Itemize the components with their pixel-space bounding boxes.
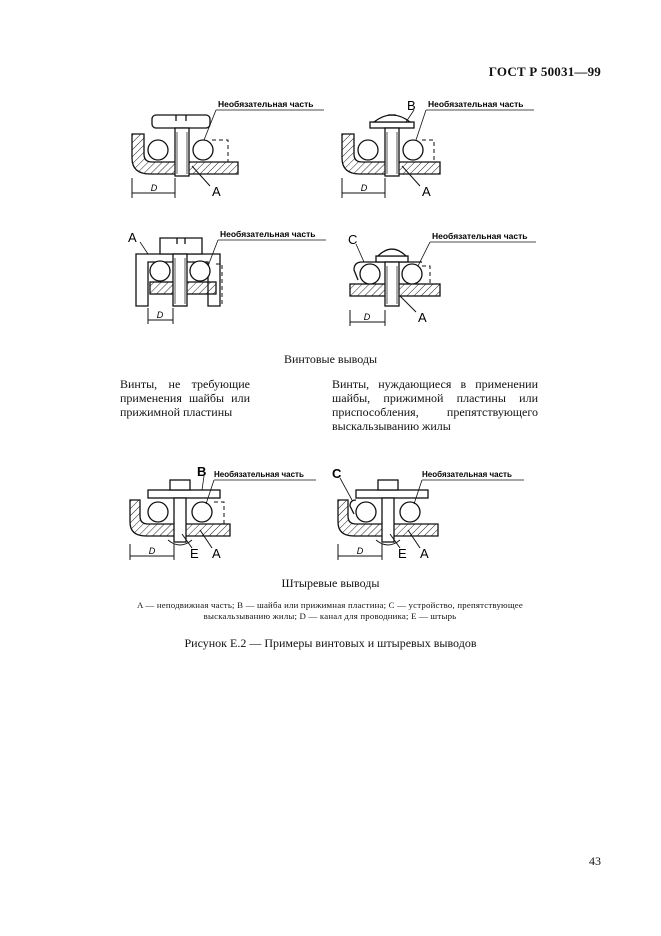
label-d: D xyxy=(363,312,371,322)
figure-legend: A — неподвижная часть; B — шайба или прижимная пластина; C — устройство, препятствующее выскальзыванию жилы; D — канал для проводника; E — штырь xyxy=(136,600,524,621)
label-c: C xyxy=(332,466,342,481)
label-d: D xyxy=(148,546,156,556)
figure-screw-washer xyxy=(330,98,540,206)
figure-pin-device xyxy=(326,464,536,564)
optional-part-label: Необязательная часть xyxy=(220,229,316,239)
figure-caption: Рисунок Е.2 — Примеры винтовых и штыревых выводов xyxy=(184,636,477,650)
label-a: A xyxy=(212,184,221,199)
label-b: B xyxy=(407,98,416,113)
pin-terminals-caption: Штыревые выводы xyxy=(281,576,380,590)
optional-part-label: Необязательная часть xyxy=(432,231,528,241)
label-a: A xyxy=(420,546,429,561)
optional-part-label: Необязательная часть xyxy=(428,99,524,109)
screw-without-washer-text: Винты, не требующие применения шайбы или прижимной пластины xyxy=(120,377,250,419)
figure-pin-washer xyxy=(118,464,328,564)
label-b: B xyxy=(197,464,207,479)
standard-number: ГОСТ Р 50031—99 xyxy=(488,64,601,79)
label-d: D xyxy=(356,546,364,556)
label-e: E xyxy=(190,546,199,561)
optional-part-label: Необязательная часть xyxy=(218,99,314,109)
page-number: 43 xyxy=(589,854,601,868)
screw-with-washer-text: Винты, нуждающиеся в применении шайбы, прижимной пластины или приспособления, препятствующего выскальзыванию жилы xyxy=(332,377,538,433)
optional-part-label: Необязательная часть xyxy=(422,470,512,479)
label-a: A xyxy=(422,184,431,199)
label-a: A xyxy=(418,310,427,325)
label-e: E xyxy=(398,546,407,561)
figure-screw-box xyxy=(120,224,330,334)
optional-part-label: Необязательная часть xyxy=(214,470,304,479)
label-d: D xyxy=(156,310,164,320)
label-d: D xyxy=(360,183,368,193)
screw-terminals-caption: Винтовые выводы xyxy=(283,352,378,366)
label-c: C xyxy=(348,232,358,247)
figure-screw-no-washer xyxy=(120,98,330,206)
label-d: D xyxy=(150,183,158,193)
label-a: A xyxy=(128,230,137,245)
label-a: A xyxy=(212,546,221,561)
figure-screw-device xyxy=(330,224,540,334)
